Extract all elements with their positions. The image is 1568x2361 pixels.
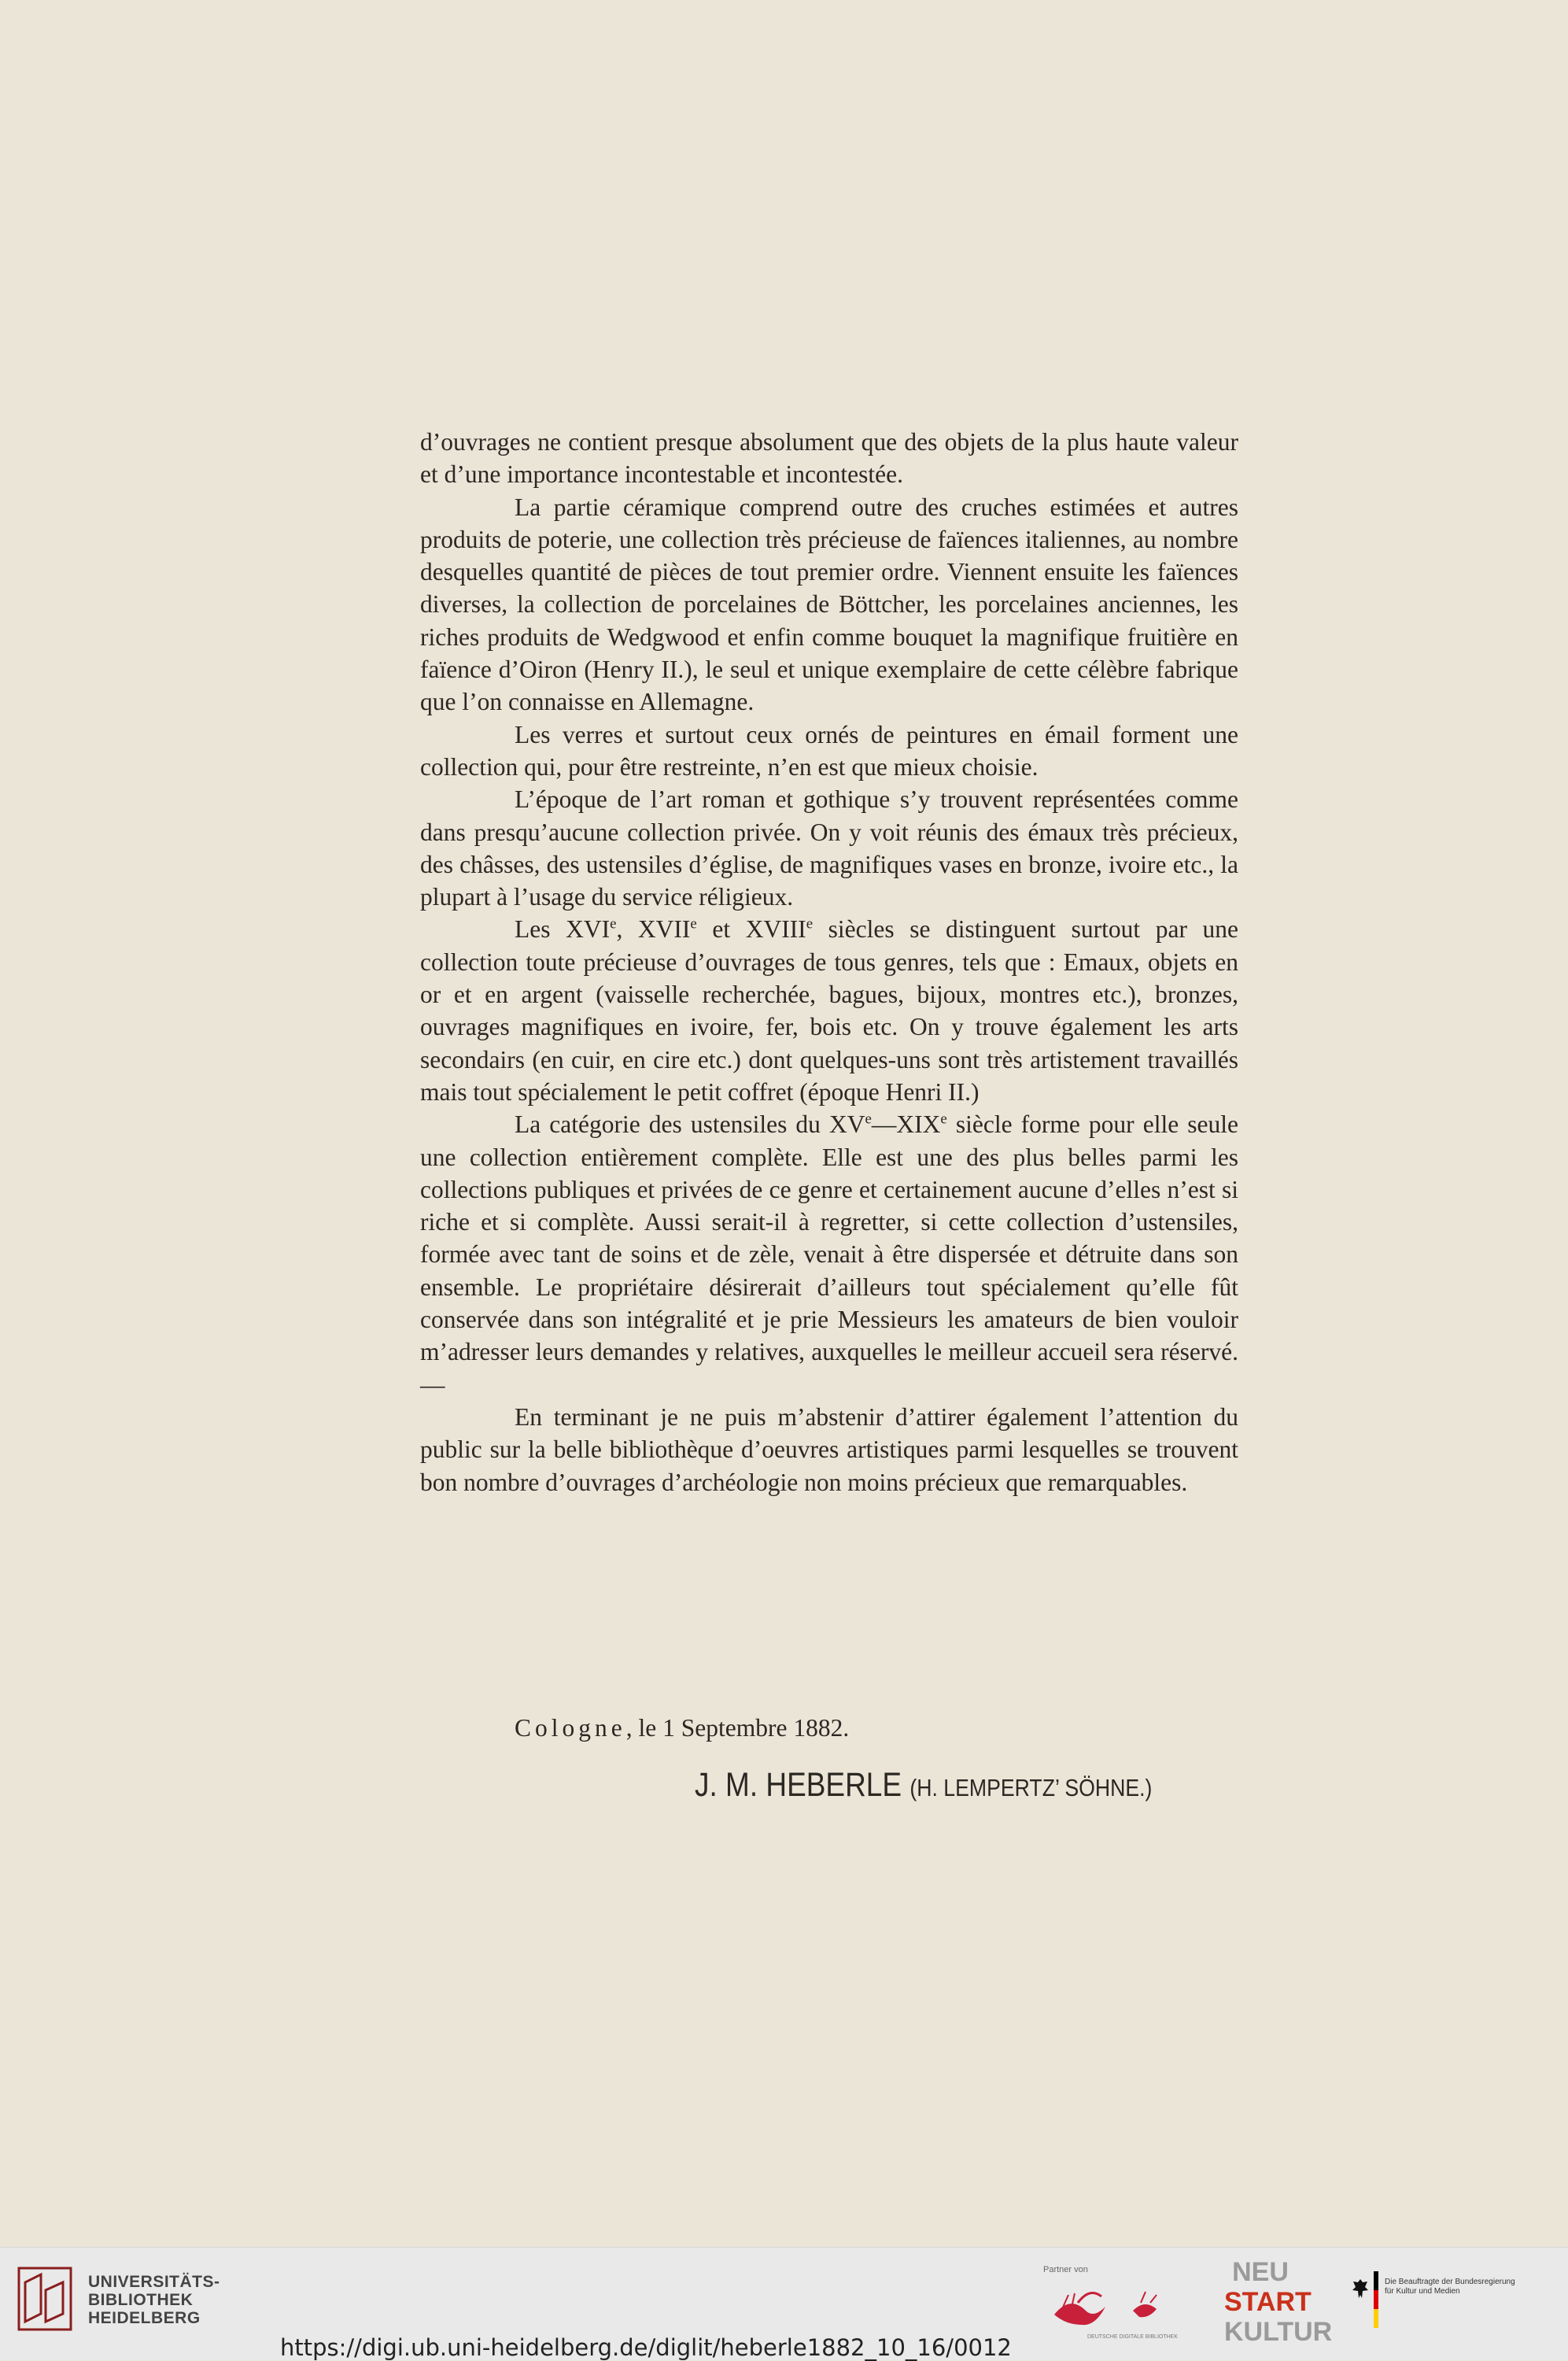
- signature-main: J. M. HEBERLE: [695, 1766, 902, 1804]
- bkm-line-2: für Kultur und Medien: [1385, 2287, 1460, 2296]
- paragraph: [420, 913, 1238, 1108]
- paragraph: [420, 1108, 1238, 1401]
- paragraph: [420, 783, 1238, 913]
- text-run: siècle forme pour elle seule une collection entièrement complète. Elle est une des plus belles parmi les collections publiques et privées de ce genre et certainement aucune d’elles n’est si riche et si complète. Aussi serait-il à regretter, si cette collection d’ustensiles, formée avec tant de soins et de zèle, venait à être dispersée et détruite dans son ensemble. Le propriétaire désirerait d’ailleurs tout spécialement qu’elle fût conservée dans son intégralité et je prie Messieurs les amateurs de bien vouloir m’adresser leurs demandes y relatives, auxquelles le meilleur accueil sera réservé. —: [420, 1110, 1238, 1398]
- federal-eagle-icon: [1352, 2278, 1369, 2300]
- superscript: e: [690, 915, 697, 933]
- neustart-line-2: START: [1224, 2287, 1312, 2317]
- text-run: Les verres et surtout ceux ornés de peintures en émail forment une collection qui, pour être restreinte, n’en est que mieux choisie.: [420, 720, 1238, 781]
- place: Cologne: [515, 1714, 626, 1742]
- neustart-line-1: NEU: [1232, 2257, 1289, 2287]
- text-run: d’ouvrages ne contient presque absolument que des objets de la plus haute valeur et d’une importance incontestable et incontestée.: [420, 428, 1238, 489]
- library-line-3: HEIDELBERG: [88, 2309, 201, 2327]
- bkm-logo[interactable]: [1352, 2260, 1556, 2347]
- bkm-text: [1385, 2278, 1515, 2296]
- german-flag-icon: [1374, 2271, 1378, 2328]
- permalink-url[interactable]: https://digi.ub.uni-heidelberg.de/diglit/heberle1882_10_16/0012: [280, 2334, 1012, 2361]
- text-run: —XIX: [871, 1110, 941, 1139]
- body-text: [420, 426, 1238, 1498]
- signature: [695, 1766, 1152, 1805]
- superscript: e: [865, 1110, 872, 1128]
- text-run: L’époque de l’art roman et gothique s’y trouvent représentées comme dans presqu’aucune collection privée. On y voit réunis des émaux très précieux, des châsses, des ustensiles d’église, de magnifiques vases en bronze, ivoire etc., la plupart à l’usage du service réligieux.: [420, 785, 1238, 911]
- neustart-kultur-logo[interactable]: [1224, 2257, 1333, 2350]
- library-line-1: UNIVERSITÄTS-: [88, 2273, 220, 2291]
- paragraph: [420, 719, 1238, 784]
- viewer-footer: [0, 2247, 1568, 2360]
- paragraph: [420, 491, 1238, 719]
- library-name: [88, 2273, 220, 2327]
- text-run: Les XVI: [515, 915, 611, 944]
- paragraph: [420, 426, 1238, 491]
- ddb-logo-icon[interactable]: [1046, 2279, 1227, 2341]
- partner-label: Partner von: [1043, 2265, 1088, 2274]
- neustart-line-3: KULTUR: [1224, 2317, 1333, 2347]
- ddb-text: DEUTSCHE DIGITALE BIBLIOTHEK: [1087, 2334, 1179, 2340]
- paragraph: [420, 1401, 1238, 1498]
- text-run: , XVII: [616, 915, 691, 944]
- signature-paren: (H. LEMPERTZ’ SÖHNE.): [909, 1774, 1153, 1801]
- date: , le 1 Septembre 1882.: [625, 1714, 850, 1742]
- library-line-2: BIBLIOTHEK: [88, 2291, 194, 2309]
- text-run: La partie céramique comprend outre des cruches estimées et autres produits de poterie, une collection très précieuse de faïences italiennes, au nombre desquelles quantité de pièces de tout premier ordre. Viennent ensuite les faïences diverses, la collection de porcelaines de Böttcher, les porcelaines anciennes, les riches produits de Wedgwood et enfin comme bouquet la magnifique fruitière en faïence d’Oiron (Henry II.), le seul et unique exemplaire de cette célèbre fabrique que l’on connaisse en Allemagne.: [420, 493, 1238, 716]
- superscript: e: [940, 1110, 947, 1128]
- superscript: e: [806, 915, 814, 933]
- text-run: La catégorie des ustensiles du XV: [515, 1110, 865, 1139]
- text-run: et XVIII: [696, 915, 806, 944]
- ub-logo-icon: [17, 2267, 72, 2331]
- text-run: En terminant je ne puis m’abstenir d’attirer également l’attention du public sur la belle bibliothèque d’oeuvres artistiques parmi lesquelles se trouvent bon nombre d’ouvrages d’archéologie non moins précieux que remarquables.: [420, 1402, 1238, 1496]
- text-run: siècles se distinguent surtout par une collection toute précieuse d’ouvrages de tous genres, tels que : Emaux, objets en or et en argent (vaisselle recherchée, bagues, bijoux, montres etc.), bronzes, ouvrages magnifiques en ivoire, fer, bois etc. On y trouve également les arts secondairs (en cuir, en cire etc.) dont quelques-uns sont très artistement travaillés mais tout spécialement le petit coffret (époque Henri II.): [420, 915, 1239, 1106]
- superscript: e: [610, 915, 617, 933]
- bkm-line-1: Die Beauftragte der Bundesregierung: [1385, 2278, 1515, 2286]
- place-date-line: [515, 1714, 849, 1742]
